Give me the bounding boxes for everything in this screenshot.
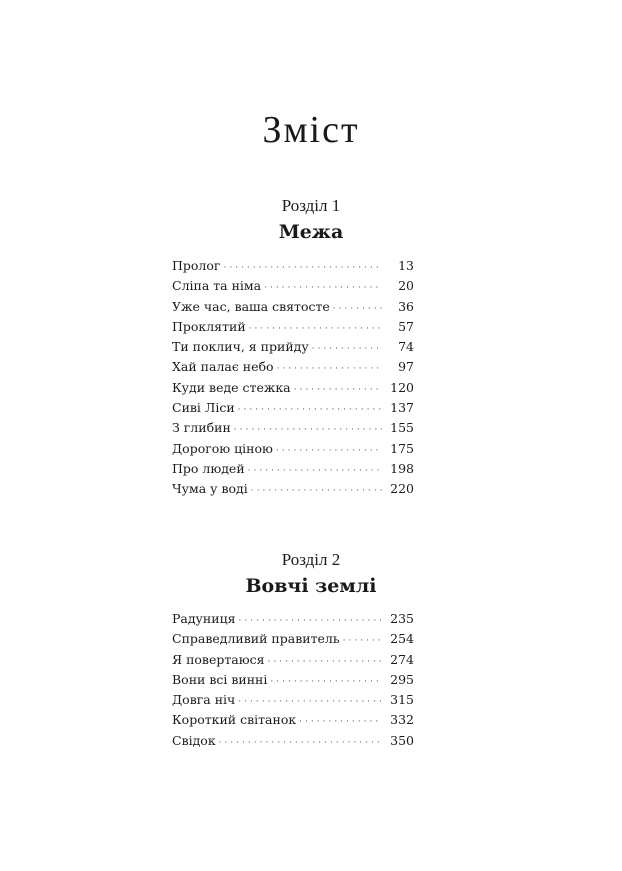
toc-entry-page: 175 <box>390 440 414 456</box>
toc-entry[interactable] <box>172 299 414 319</box>
toc-entry[interactable] <box>172 258 414 278</box>
toc-entry-page: 13 <box>398 258 414 273</box>
toc-entry-title: Пролог <box>172 258 221 273</box>
toc-entry[interactable] <box>172 481 414 501</box>
toc-list-part-2 <box>172 611 414 753</box>
toc-entry[interactable] <box>172 733 414 753</box>
toc-entry[interactable] <box>172 380 414 400</box>
toc-entry-title: Хай палає небо <box>172 359 274 375</box>
dot-leader <box>264 283 382 293</box>
toc-entry-page: 120 <box>390 379 414 395</box>
toc-list-part-1 <box>172 258 414 502</box>
dot-leader <box>234 425 382 435</box>
dot-leader <box>343 636 382 646</box>
dot-leader <box>299 717 382 727</box>
part-label: Розділ 2 <box>281 550 341 569</box>
toc-entry-title: З глибин <box>172 420 231 436</box>
toc-entry-title: Проклятий <box>172 318 246 334</box>
toc-entry[interactable] <box>172 631 414 651</box>
toc-entry[interactable] <box>172 339 414 359</box>
dot-leader <box>312 344 382 354</box>
toc-entry[interactable] <box>172 441 414 461</box>
toc-entry-title: Куди веде стежка <box>172 379 291 395</box>
toc-entry-page: 36 <box>398 298 414 314</box>
toc-entry[interactable] <box>172 400 414 420</box>
dot-leader <box>238 697 382 707</box>
dot-leader <box>248 466 382 476</box>
dot-leader <box>239 616 382 626</box>
dot-leader <box>249 324 382 334</box>
toc-entry-title: Чума у воді <box>172 481 248 497</box>
toc-entry-title: Довга ніч <box>172 692 236 708</box>
toc-entry-page: 350 <box>390 732 414 748</box>
toc-entry-title: Справедливий правитель <box>172 631 340 647</box>
dot-leader <box>270 677 382 687</box>
toc-entry-title: Свідок <box>172 732 216 748</box>
toc-entry-title: Сліпа та німа <box>172 278 262 294</box>
toc-entry-page: 315 <box>390 692 414 708</box>
dot-leader <box>294 385 382 395</box>
toc-entry[interactable] <box>172 420 414 440</box>
toc-entry-page: 57 <box>398 318 414 334</box>
toc-entry[interactable] <box>172 611 414 631</box>
toc-entry[interactable] <box>172 461 414 481</box>
dot-leader <box>277 364 382 374</box>
toc-entry-page: 198 <box>390 460 414 476</box>
dot-leader <box>251 486 382 496</box>
toc-entry-page: 332 <box>390 712 414 728</box>
toc-entry-page: 155 <box>390 420 414 436</box>
toc-entry-page: 220 <box>390 481 414 497</box>
toc-entry-title: Короткий світанок <box>172 712 297 728</box>
toc-entry[interactable] <box>172 712 414 732</box>
toc-entry-title: Вони всі винні <box>172 671 268 687</box>
toc-entry-title: Я повертаюся <box>172 651 265 667</box>
dot-leader <box>223 263 382 273</box>
toc-entry[interactable] <box>172 359 414 379</box>
toc-entry-title: Сиві Ліси <box>172 400 235 416</box>
toc-entry-page: 235 <box>390 611 414 626</box>
part-title: Межа <box>278 221 344 243</box>
toc-entry[interactable] <box>172 278 414 298</box>
dot-leader <box>333 304 382 314</box>
part-1-header <box>0 195 622 247</box>
toc-entry-page: 20 <box>398 278 414 294</box>
part-title: Вовчі землі <box>245 575 377 597</box>
dot-leader <box>268 657 383 667</box>
toc-entry[interactable] <box>172 692 414 712</box>
toc-entry-page: 254 <box>390 631 414 647</box>
toc-entry-title: Дорогою ціною <box>172 440 273 456</box>
dot-leader <box>276 446 382 456</box>
toc-entry-title: Радуниця <box>172 611 236 626</box>
toc-entry[interactable] <box>172 652 414 672</box>
toc-entry-page: 74 <box>398 339 414 355</box>
page-title: Зміст <box>262 109 360 151</box>
dot-leader <box>219 738 382 748</box>
dot-leader <box>238 405 382 415</box>
toc-entry[interactable] <box>172 319 414 339</box>
part-label: Розділ 1 <box>281 196 341 215</box>
toc-entry[interactable] <box>172 672 414 692</box>
toc-entry-page: 274 <box>390 651 414 667</box>
toc-entry-title: Про людей <box>172 460 245 476</box>
toc-entry-page: 97 <box>398 359 414 375</box>
toc-entry-page: 295 <box>390 671 414 687</box>
toc-entry-title: Уже час, ваша святосте <box>172 298 330 314</box>
toc-entry-page: 137 <box>390 400 414 416</box>
part-2-header <box>0 549 622 601</box>
toc-entry-title: Ти поклич, я прийду <box>172 339 309 355</box>
